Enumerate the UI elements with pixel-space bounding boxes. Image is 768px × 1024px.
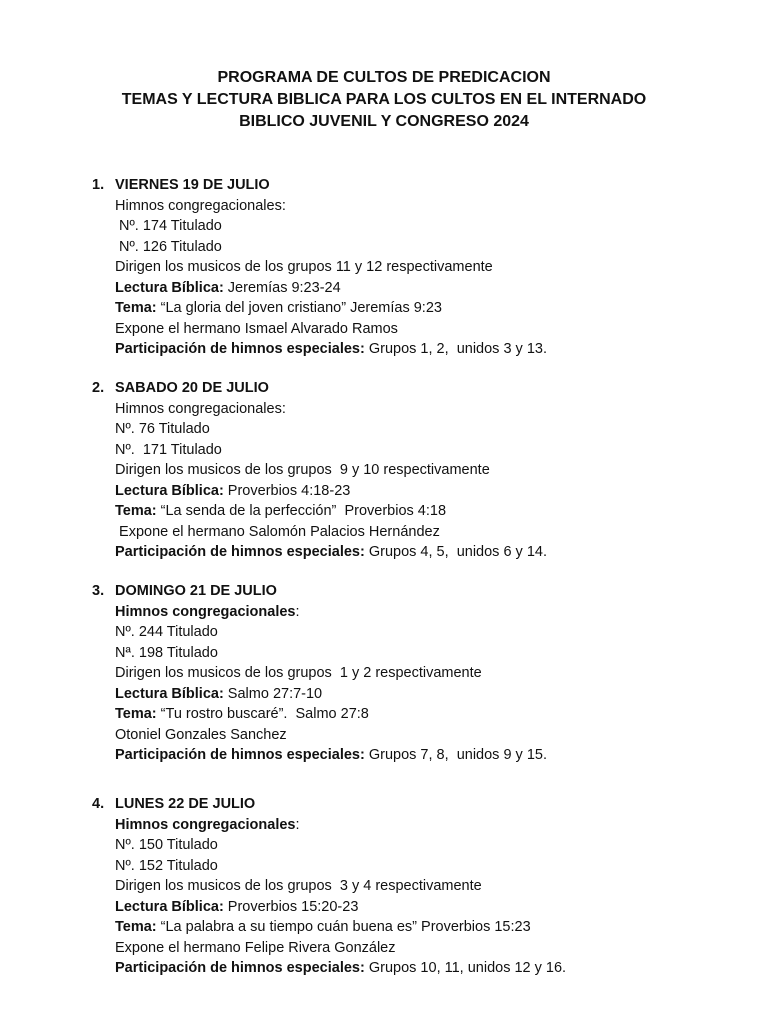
tema-line (115, 298, 442, 318)
himno-1: Nº. 174 Titulado (115, 218, 222, 234)
lectura-value: Salmo 27:7-10 (223, 685, 323, 702)
himno-2: Nº. 171 Titulado (115, 441, 222, 458)
himno-1: Nº. 76 Titulado (115, 421, 210, 437)
entry-number: 1. (92, 177, 105, 193)
lectura-value: Proverbios 15:20-23 (223, 898, 359, 915)
participacion-line (115, 339, 547, 359)
lectura-label: Lectura Bíblica: (115, 279, 224, 296)
dirigen-line: Dirigen los musicos de los grupos 3 y 4 respectivamente (115, 878, 482, 894)
himnos-label: Himnos congregacionales: (115, 197, 286, 214)
entry-number: 2. (92, 380, 105, 396)
lectura-label: Lectura Bíblica: (115, 898, 224, 915)
participacion-value: Grupos 4, 5, unidos 6 y 14. (364, 544, 547, 560)
himnos-colon: : (295, 603, 300, 620)
expone-line: Expone el hermano Salomón Palacios Hernández (115, 523, 440, 540)
tema-label: Tema: (115, 503, 157, 519)
tema-line (115, 501, 446, 521)
tema-line (115, 917, 531, 937)
dirigen-line: Dirigen los musicos de los grupos 1 y 2 respectivamente (115, 665, 482, 681)
expone-line: Otoniel Gonzales Sanchez (115, 726, 287, 743)
title-line-3: BIBLICO JUVENIL Y CONGRESO 2024 (239, 113, 529, 130)
tema-value: “La gloria del joven cristiano” Jeremías 9:23 (156, 300, 442, 316)
entry-number: 3. (92, 583, 105, 599)
dirigen-line: Dirigen los musicos de los grupos 11 y 12 respectivamente (115, 259, 493, 275)
himnos-colon: : (295, 816, 300, 833)
lectura-line (115, 684, 322, 704)
participacion-line (115, 542, 547, 562)
lectura-label: Lectura Bíblica: (115, 482, 224, 499)
himno-1: Nº. 244 Titulado (115, 624, 218, 640)
tema-label: Tema: (115, 300, 157, 316)
participacion-label: Participación de himnos especiales: (115, 747, 365, 763)
lectura-line (115, 278, 341, 298)
participacion-line (115, 958, 566, 978)
himnos-label: Himnos congregacionales: (115, 400, 286, 417)
himnos-label: Himnos congregacionales (115, 816, 296, 833)
participacion-value: Grupos 7, 8, unidos 9 y 15. (364, 747, 547, 763)
expone-line: Expone el hermano Felipe Rivera González (115, 939, 396, 956)
himno-2: Nº. 126 Titulado (115, 238, 222, 255)
entry-heading: LUNES 22 DE JULIO (115, 796, 256, 812)
entry-heading: DOMINGO 21 DE JULIO (115, 583, 277, 599)
tema-value: “La palabra a su tiempo cuán buena es” Proverbios 15:23 (156, 919, 531, 935)
himnos-label: Himnos congregacionales (115, 603, 296, 620)
himno-2: Nª. 198 Titulado (115, 644, 218, 661)
participacion-value: Grupos 1, 2, unidos 3 y 13. (364, 341, 547, 357)
lectura-line (115, 481, 350, 501)
participacion-label: Participación de himnos especiales: (115, 960, 365, 976)
entry-heading: VIERNES 19 DE JULIO (115, 177, 270, 193)
entry-heading: SABADO 20 DE JULIO (115, 380, 269, 396)
himno-2: Nº. 152 Titulado (115, 857, 218, 874)
title-line-1: PROGRAMA DE CULTOS DE PREDICACION (217, 69, 551, 86)
document-title (0, 67, 768, 133)
lectura-value: Proverbios 4:18-23 (223, 482, 351, 499)
participacion-label: Participación de himnos especiales: (115, 341, 365, 357)
dirigen-line: Dirigen los musicos de los grupos 9 y 10 respectivamente (115, 462, 490, 478)
lectura-line (115, 897, 358, 917)
entry-number: 4. (92, 796, 105, 812)
tema-label: Tema: (115, 706, 157, 722)
expone-line: Expone el hermano Ismael Alvarado Ramos (115, 320, 398, 337)
himno-1: Nº. 150 Titulado (115, 837, 218, 853)
tema-line (115, 704, 369, 724)
tema-label: Tema: (115, 919, 157, 935)
tema-value: “Tu rostro buscaré”. Salmo 27:8 (156, 706, 369, 722)
lectura-label: Lectura Bíblica: (115, 685, 224, 702)
participacion-label: Participación de himnos especiales: (115, 544, 365, 560)
himnos-line (115, 602, 300, 622)
himnos-line (115, 815, 300, 835)
participacion-line (115, 745, 547, 765)
participacion-value: Grupos 10, 11, unidos 12 y 16. (364, 960, 567, 976)
tema-value: “La senda de la perfección” Proverbios 4:18 (156, 503, 447, 519)
title-line-2: TEMAS Y LECTURA BIBLICA PARA LOS CULTOS EN EL INTERNADO (121, 91, 647, 108)
lectura-value: Jeremías 9:23-24 (223, 279, 341, 296)
